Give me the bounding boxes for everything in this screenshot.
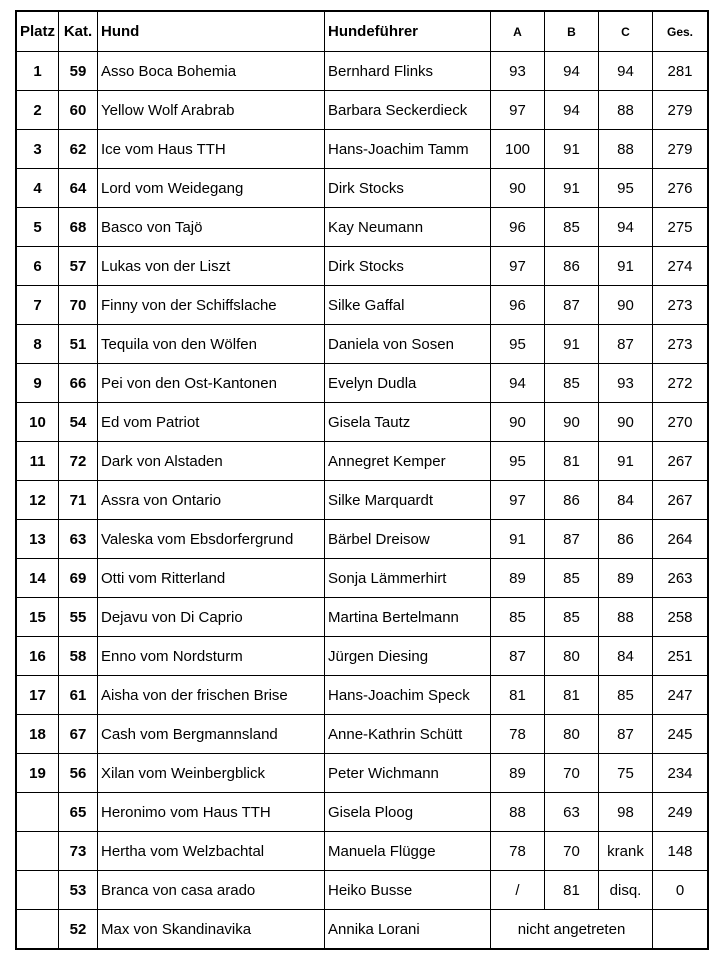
cell-kat: 54 [59,403,98,442]
cell-a: 97 [491,91,545,130]
cell-hund: Cash vom Bergmannsland [98,715,325,754]
cell-hund: Max von Skandinavika [98,910,325,950]
table-row [16,754,708,793]
cell-a: 78 [491,715,545,754]
cell-hundefuehrer: Hans-Joachim Tamm [325,130,491,169]
cell-ges: 273 [653,325,709,364]
cell-b: 85 [545,559,599,598]
results-table [15,10,709,950]
cell-kat: 52 [59,910,98,950]
cell-hund: Lord vom Weidegang [98,169,325,208]
cell-hund: Lukas von der Liszt [98,247,325,286]
cell-a: 78 [491,832,545,871]
cell-b: 94 [545,52,599,91]
cell-kat: 61 [59,676,98,715]
header-kat: Kat. [59,11,98,52]
table-row [16,871,708,910]
cell-hund: Basco von Tajö [98,208,325,247]
cell-ges: 263 [653,559,709,598]
cell-kat: 60 [59,91,98,130]
table-row [16,169,708,208]
table-row [16,598,708,637]
cell-b: 86 [545,247,599,286]
table-row [16,91,708,130]
cell-ges: 279 [653,91,709,130]
cell-a: 85 [491,598,545,637]
cell-hund: Ice vom Haus TTH [98,130,325,169]
cell-c: 98 [599,793,653,832]
cell-hundefuehrer: Bärbel Dreisow [325,520,491,559]
table-row [16,793,708,832]
cell-kat: 53 [59,871,98,910]
cell-a: 100 [491,130,545,169]
cell-ges: 234 [653,754,709,793]
cell-hundefuehrer: Anne-Kathrin Schütt [325,715,491,754]
cell-b: 86 [545,481,599,520]
header-ges: Ges. [653,11,709,52]
cell-platz: 3 [16,130,59,169]
cell-hundefuehrer: Bernhard Flinks [325,52,491,91]
cell-platz: 2 [16,91,59,130]
cell-platz: 13 [16,520,59,559]
cell-c: 91 [599,442,653,481]
cell-ges: 249 [653,793,709,832]
cell-kat: 69 [59,559,98,598]
cell-hund: Xilan vom Weinbergblick [98,754,325,793]
cell-hundefuehrer: Manuela Flügge [325,832,491,871]
cell-c: krank [599,832,653,871]
cell-c: 90 [599,286,653,325]
table-row-last [16,910,708,950]
cell-hund: Ed vom Patriot [98,403,325,442]
header-row [16,11,708,52]
cell-note: nicht angetreten [491,910,653,950]
table-row [16,52,708,91]
cell-ges: 273 [653,286,709,325]
cell-b: 85 [545,598,599,637]
cell-kat: 67 [59,715,98,754]
cell-ges: 270 [653,403,709,442]
cell-platz: 1 [16,52,59,91]
cell-c: 87 [599,325,653,364]
cell-platz: 19 [16,754,59,793]
cell-c: 95 [599,169,653,208]
cell-hundefuehrer: Daniela von Sosen [325,325,491,364]
cell-hund: Dark von Alstaden [98,442,325,481]
cell-b: 94 [545,91,599,130]
cell-hundefuehrer: Evelyn Dudla [325,364,491,403]
table-row [16,520,708,559]
cell-platz: 15 [16,598,59,637]
cell-a: 94 [491,364,545,403]
cell-kat: 56 [59,754,98,793]
cell-platz: 18 [16,715,59,754]
cell-hund: Finny von der Schiffslache [98,286,325,325]
cell-a: / [491,871,545,910]
cell-hundefuehrer: Silke Marquardt [325,481,491,520]
cell-c: 84 [599,637,653,676]
cell-c: 89 [599,559,653,598]
cell-platz: 4 [16,169,59,208]
header-a: A [491,11,545,52]
cell-hundefuehrer: Dirk Stocks [325,169,491,208]
cell-ges: 148 [653,832,709,871]
cell-a: 96 [491,208,545,247]
cell-hund: Dejavu von Di Caprio [98,598,325,637]
cell-b: 81 [545,676,599,715]
cell-platz [16,910,59,950]
cell-kat: 65 [59,793,98,832]
cell-a: 89 [491,754,545,793]
results-body [16,52,708,950]
cell-b: 81 [545,442,599,481]
cell-ges: 274 [653,247,709,286]
cell-hund: Branca von casa arado [98,871,325,910]
cell-c: 91 [599,247,653,286]
table-row [16,286,708,325]
cell-c: disq. [599,871,653,910]
cell-b: 63 [545,793,599,832]
table-row [16,715,708,754]
cell-platz: 9 [16,364,59,403]
cell-kat: 51 [59,325,98,364]
cell-ges: 267 [653,442,709,481]
cell-a: 87 [491,637,545,676]
cell-platz: 17 [16,676,59,715]
cell-c: 88 [599,91,653,130]
cell-platz [16,832,59,871]
cell-hundefuehrer: Annegret Kemper [325,442,491,481]
cell-hund: Yellow Wolf Arabrab [98,91,325,130]
cell-kat: 62 [59,130,98,169]
table-row [16,208,708,247]
cell-a: 93 [491,52,545,91]
cell-platz: 10 [16,403,59,442]
cell-b: 87 [545,286,599,325]
cell-c: 90 [599,403,653,442]
cell-platz: 7 [16,286,59,325]
cell-hund: Aisha von der frischen Brise [98,676,325,715]
cell-hundefuehrer: Barbara Seckerdieck [325,91,491,130]
cell-platz: 5 [16,208,59,247]
cell-hund: Valeska vom Ebsdorfergrund [98,520,325,559]
cell-ges: 281 [653,52,709,91]
cell-hund: Tequila von den Wölfen [98,325,325,364]
cell-a: 95 [491,442,545,481]
cell-b: 90 [545,403,599,442]
cell-platz: 11 [16,442,59,481]
cell-b: 80 [545,715,599,754]
table-row [16,637,708,676]
cell-hundefuehrer: Kay Neumann [325,208,491,247]
cell-hundefuehrer: Martina Bertelmann [325,598,491,637]
cell-a: 97 [491,481,545,520]
cell-ges: 258 [653,598,709,637]
table-row [16,130,708,169]
cell-kat: 63 [59,520,98,559]
header-b: B [545,11,599,52]
cell-c: 75 [599,754,653,793]
cell-kat: 55 [59,598,98,637]
cell-b: 81 [545,871,599,910]
cell-ges: 245 [653,715,709,754]
cell-hund: Otti vom Ritterland [98,559,325,598]
cell-a: 90 [491,169,545,208]
cell-platz: 14 [16,559,59,598]
cell-b: 87 [545,520,599,559]
cell-hundefuehrer: Silke Gaffal [325,286,491,325]
cell-kat: 57 [59,247,98,286]
table-row [16,481,708,520]
table-row [16,559,708,598]
cell-b: 91 [545,325,599,364]
cell-c: 85 [599,676,653,715]
cell-kat: 68 [59,208,98,247]
cell-hundefuehrer: Sonja Lämmerhirt [325,559,491,598]
cell-hund: Enno vom Nordsturm [98,637,325,676]
cell-hundefuehrer: Gisela Tautz [325,403,491,442]
cell-b: 91 [545,130,599,169]
cell-a: 96 [491,286,545,325]
cell-a: 90 [491,403,545,442]
table-row [16,325,708,364]
cell-kat: 72 [59,442,98,481]
cell-ges: 276 [653,169,709,208]
cell-b: 80 [545,637,599,676]
cell-platz: 12 [16,481,59,520]
cell-hund: Assra von Ontario [98,481,325,520]
cell-b: 91 [545,169,599,208]
cell-c: 87 [599,715,653,754]
cell-ges [653,910,709,950]
cell-platz: 16 [16,637,59,676]
cell-hundefuehrer: Gisela Ploog [325,793,491,832]
cell-kat: 58 [59,637,98,676]
cell-hund: Asso Boca Bohemia [98,52,325,91]
cell-a: 81 [491,676,545,715]
cell-kat: 70 [59,286,98,325]
cell-c: 86 [599,520,653,559]
cell-a: 97 [491,247,545,286]
header-hundefuehrer: Hundeführer [325,11,491,52]
cell-kat: 64 [59,169,98,208]
cell-c: 94 [599,52,653,91]
cell-ges: 247 [653,676,709,715]
table-row [16,442,708,481]
cell-platz [16,871,59,910]
cell-hund: Pei von den Ost-Kantonen [98,364,325,403]
table-row [16,364,708,403]
table-row [16,403,708,442]
cell-hund: Heronimo vom Haus TTH [98,793,325,832]
cell-ges: 251 [653,637,709,676]
cell-c: 88 [599,598,653,637]
cell-hundefuehrer: Annika Lorani [325,910,491,950]
cell-ges: 267 [653,481,709,520]
cell-ges: 0 [653,871,709,910]
header-hund: Hund [98,11,325,52]
cell-hund: Hertha vom Welzbachtal [98,832,325,871]
cell-hundefuehrer: Dirk Stocks [325,247,491,286]
cell-hundefuehrer: Hans-Joachim Speck [325,676,491,715]
table-row [16,676,708,715]
cell-b: 85 [545,208,599,247]
cell-kat: 59 [59,52,98,91]
cell-b: 70 [545,832,599,871]
cell-ges: 275 [653,208,709,247]
cell-kat: 66 [59,364,98,403]
cell-platz: 8 [16,325,59,364]
cell-hundefuehrer: Jürgen Diesing [325,637,491,676]
cell-c: 94 [599,208,653,247]
cell-ges: 272 [653,364,709,403]
table-row [16,247,708,286]
cell-c: 93 [599,364,653,403]
cell-a: 91 [491,520,545,559]
cell-ges: 279 [653,130,709,169]
cell-platz: 6 [16,247,59,286]
cell-kat: 73 [59,832,98,871]
cell-a: 89 [491,559,545,598]
table-row [16,832,708,871]
cell-kat: 71 [59,481,98,520]
cell-a: 88 [491,793,545,832]
header-c: C [599,11,653,52]
cell-hundefuehrer: Heiko Busse [325,871,491,910]
header-platz: Platz [16,11,59,52]
cell-b: 85 [545,364,599,403]
cell-c: 88 [599,130,653,169]
cell-hundefuehrer: Peter Wichmann [325,754,491,793]
cell-c: 84 [599,481,653,520]
cell-b: 70 [545,754,599,793]
cell-ges: 264 [653,520,709,559]
cell-a: 95 [491,325,545,364]
cell-platz [16,793,59,832]
